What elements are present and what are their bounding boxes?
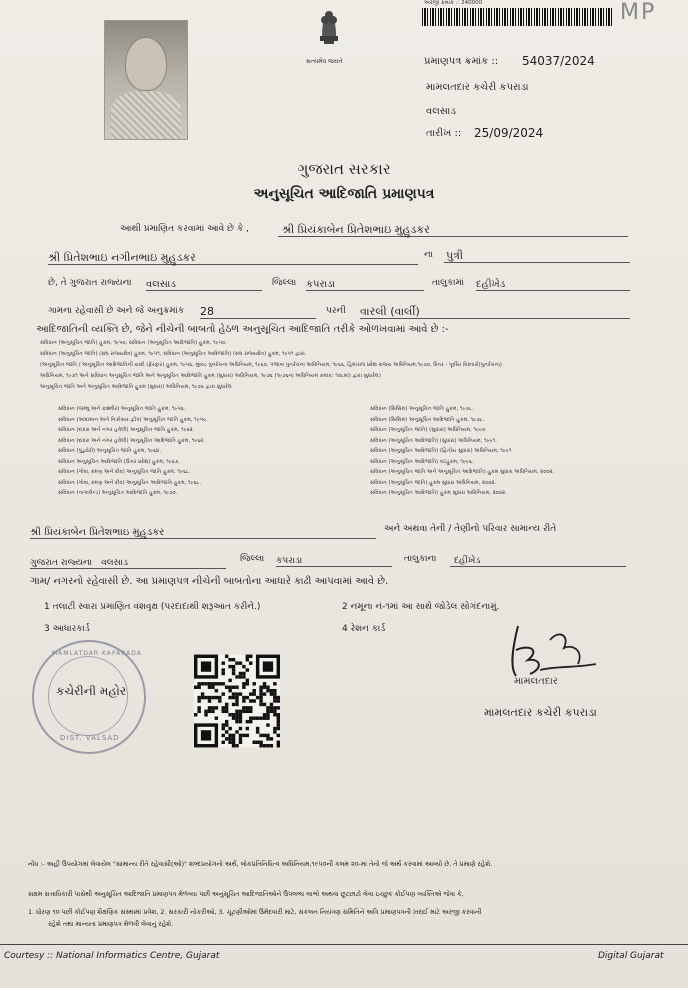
note-4: રહેશે તથા માન્યતા પ્રમાણપત્ર મેળવી લેવાનું રહેશે. <box>48 920 174 928</box>
village-text: ગામના રહેવાસી છે અને જે અનુક્રમાંક <box>48 306 185 316</box>
barcode-prefix: અરજી ક્રમાંક :: 240000 <box>424 0 483 6</box>
order-item: અધિનિયમ, ૧૯૭૧ અને સંવિધાન અનુસૂચિત જાતિ અને અનુસૂચિત આદિજાતિ હુકમ (સુધારા) અધિનિયમ, ૧૯૭૬ (૧૯૭૬ના અધિનિયમ ક્રમાંક: ૧૦૮માં) દ્વારા સુધારેલ) <box>40 373 381 379</box>
applicant-photo <box>104 20 188 140</box>
order-item: સંવિધાન (જમ્મુ અને કાશ્મીર) અનુસૂચિત જાતિ હુકમ, ૧૯૫૬. <box>58 406 186 412</box>
footer-bar <box>0 944 688 967</box>
order-item: સંવિધાન (નાગાલેન્ડ) અનુસૂચિત આદિજાતિ હુકમ, ૧૯૭૦. <box>58 490 178 496</box>
document-3: 3 આધારકાર્ડ <box>44 624 90 634</box>
government-title: ગુજરાત સરકાર <box>297 160 391 178</box>
residence-taluka-value: દહીખેડ <box>454 556 481 566</box>
certify-text: આથી પ્રમાણિત કરવામાં આવે છે કે , <box>120 224 249 234</box>
emblem-caption: સત્યમેવ જયતે <box>306 58 343 65</box>
tribe: વારલી (વાર્લી) <box>360 305 420 318</box>
certificate-title: અનુસૂચિત આદિજાતિ પ્રમાણપત્ર <box>253 186 435 202</box>
order-item: સંવિધાન (અનુસૂચિત જાતિ) હુકમ સુધારા અધિનિયમ, ૨૦૦૨. <box>370 479 497 486</box>
document-4: 4 રેશન કાર્ડ <box>342 624 386 634</box>
order-item: સંવિધાન (ગોવા, દમણ અને દીવ) અનુસૂચિત જાતિ હુકમ, ૧૯૬૮. <box>58 469 191 475</box>
order-item: સંવિધાન (અનુસૂચિત આદિજાતિ) (દ્વિતીય સુધારા) અધિનિયમ, ૧૯૯૧ <box>370 448 512 454</box>
certificate-no-label: પ્રમાણપત્ર ક્રમાંક :: <box>424 56 499 67</box>
state-district: વલસાડ <box>146 279 176 290</box>
residence-district-value: કપરાડા <box>276 556 303 566</box>
order-item: સંવિધાન (દાદરા અને નગર હવેલી) અનુસૂચિત જાતિ હુકમ, ૧૯૬૨. <box>58 427 195 433</box>
order-item: સંવિધાન (અનુસૂચિત જાતિ) હુકમ, ૧૯૫૦, સંવિધાન (અનુસૂચિત આદિજાતિ) હુકમ, ૧૯૫૦. <box>40 340 227 346</box>
taluka-value: દહીખેડ <box>476 279 506 290</box>
residence-state-text: ગુજરાત રાજ્યના <box>30 558 93 568</box>
order-item: સંવિધાન (દાદરા અને નગર હવેલી) અનુસૂચિત આદિજાતિ હુકમ, ૧૯૬૨. <box>58 437 205 444</box>
orders-left-list <box>58 406 358 501</box>
taluka-line <box>476 272 630 291</box>
order-item: સંવિધાન (અનુસૂચિત જાતિ અને અનુસૂચિત આદિજાતિ) હુકમ સુધારા અધિનિયમ, ૨૦૦૨. <box>370 469 555 475</box>
residence-name-line <box>30 520 376 539</box>
taluka-label: તાલુકામાં <box>432 278 465 288</box>
barcode <box>422 8 612 26</box>
residence-taluka-label: તાલુકાના <box>404 554 437 564</box>
footer-brand: Digital Gujarat <box>598 951 664 961</box>
district-value: કપરાડા <box>306 279 336 290</box>
issuing-office: મામલતદાર કચેરી કપરાડા <box>426 82 529 93</box>
corner-mark: MP <box>620 0 657 25</box>
order-item: સંવિધાન (અનુસૂચિત જાતિ) (સુધારા) અધિનિયમ, ૧૯૯૦. <box>370 427 487 433</box>
order-item: સંવિધાન (ગોવા, દમણ અને દીવ) અનુસૂચિત આદિજાતિ હુકમ, ૧૯૬૮. <box>58 479 202 486</box>
applicant-name-line <box>278 218 628 237</box>
note-3: 1. ધોરણ ૧૦ પછી કોઈપણ શૈક્ષણિક સંસ્થામાં પ્રવેશ, 2. સરકારી નોકરીઓ, 3. ચૂંટણીઓમાં ઉમેદવારી માટે, સંકલન નિયંત્રણ સમિતિને અત્રિ પ્રમાણપત્રની ખરાઈ માટે અરજી કરવાની <box>28 908 482 916</box>
seal-ring-bottom: DIST. VALSAD <box>60 734 120 742</box>
relation: પુત્રી <box>446 249 464 262</box>
photo-body <box>111 91 181 139</box>
document-2: 2 નમૂના નં-૧માં આ સાથે જોડેલ સોગંદનામું. <box>342 602 500 612</box>
residence-taluka-line <box>450 548 626 567</box>
serial-no: 28 <box>200 305 214 318</box>
order-item: અનુસૂચિત જાતિ અને અનુસૂચિત આદિજાતિ હુકમ (સુધારા) અધિનિયમ, ૧૯૭૬ દ્વારા સુધારેલ <box>40 384 232 390</box>
order-item: સંવિધાન (સિક્કિમ) અનુસૂચિત જાતિ હુકમ, ૧૯૭૮. <box>370 406 474 412</box>
relation-prefix: ના <box>424 250 433 260</box>
residence-district-label: જિલ્લા <box>240 554 265 564</box>
order-item: સંવિધાન (અનુસૂચિત આદિજાતિ) હુકમ સુધારા અધિનિયમ, ૨૦૦૨. <box>370 490 507 496</box>
residence-state-district: વલસાડ <box>101 558 128 568</box>
district-line <box>306 272 424 291</box>
tribe-line <box>360 300 630 319</box>
note-1: નોંધ :- અહીં ઉપયોગમાં લેવાયેલ "સામાન્ય રીતે રહેવાસી(ઓ)" શબ્દપ્રયોગનો અર્થ, લોકપ્રતિનિધિત્વ અધિનિયમ,૧૯૫૦ની કલમ ૨૦-માં તેનો જે અર્થ કરવામાં આવ્યો છે, તે પ્રમાણે રહેશે. <box>28 860 493 868</box>
order-item: સંવિધાન (પુંડુચેરી) અનુસૂચિત જાતિ હુકમ, ૧૯૬૪. <box>58 448 162 454</box>
father-name-line <box>48 246 418 265</box>
issue-date: 25/09/2024 <box>474 126 544 140</box>
order-item: સંવિધાન (અનુસૂચિત આદિજાતિ) વટહુકમ, ૧૯૯૬. <box>370 458 474 465</box>
order-item: સંવિધાન (અનુસૂચિત આદિજાતિ) (સુધારા) અધિનિયમ, ૧૯૯૧. <box>370 437 497 444</box>
date-label: તારીખ :: <box>426 128 462 139</box>
order-item: સંવિધાન (અનુસૂચિત જાતિ) (સંઘ રાજ્યક્ષેત્ર) હુકમ, ૧૯૫૧, સંવિધાન (અનુસૂચિત આદિજાતિ) (સંઘ રાજ્યક્ષેત્ર) હુકમ, ૧૯૫૧ દ્વારા. <box>40 351 307 357</box>
father-name: શ્રી પ્રિતેશભાઇ નગીનભાઇ મુહુડકર <box>48 251 196 264</box>
order-item: સંવિધાન અનુસૂચિત આદિજાતિ (ઉત્તર પ્રદેશ) હુકમ, ૧૯૬૭. <box>58 458 181 465</box>
residence-name: શ્રી પ્રિયંકાબેન પ્રિતેશભાઇ મુહુડકર <box>30 527 165 538</box>
signature-text: મામલતદાર <box>514 676 558 687</box>
document-1: 1 તલાટી સ્વારા પ્રમાણિત વંશવૃક્ષ (પરદાદાથી શરૂઆત કરીને.) <box>44 602 261 612</box>
certificate-no: 54037/2024 <box>522 54 595 68</box>
footer-courtesy: Courtesy :: National Informatics Centre, Gujarat <box>4 951 220 961</box>
residence-district-line <box>276 548 392 567</box>
national-emblem-icon <box>312 6 346 54</box>
basis-text: ગામ/ નગરનો રહેવાસી છે. આ પ્રમાણપત્ર નીચેની બાબતોના આધારે કાઢી આપવામાં આવે છે. <box>30 576 389 587</box>
orders-right-list <box>370 406 670 501</box>
photo-face <box>125 37 167 91</box>
district-label: જિલ્લા <box>272 278 297 288</box>
note-2: સક્ષમ સત્તાધિકારી પાસેથી અનુસૂચિત આદિજાતિ પ્રમાણપત્ર મેળવ્યા પછી અનુસૂચિત આદિજાતિઓને ઉપલબ્ધ લાભો અથવા છૂટછાટો લેવા ઇચ્છુક કોઈપણ વ્યક્તિએ જેવા કે, <box>28 890 464 898</box>
issuing-district: વલસાડ <box>426 106 456 117</box>
orders-top-list <box>40 340 660 395</box>
order-item: સંવિધાન (સિક્કિમ) અનુસૂચિત આદિજાતિ હુકમ, ૧૯૭૮. <box>370 416 485 423</box>
signatory-title: મામલતદાર કચેરી કપરાડા <box>484 706 597 719</box>
state-district-line <box>146 272 262 291</box>
applicant-name: શ્રી પ્રિયંકાબેન પ્રિતેશભાઇ મુહુડકર <box>282 223 430 236</box>
order-item: સંવિધાન (આંદામાન અને નિકોબાર દ્વીપ) અનુસૂચિત જાતિ હુકમ, ૧૯૫૯. <box>58 416 208 423</box>
recognition-text: આદિજાતિની વ્યક્તિ છે, જેને નીચેની બાબતો હેઠળ અનુસૂચિત આદિજાતિ તરીકે ઓળખવામાં આવે છે :- <box>36 324 449 335</box>
qr-code <box>194 654 280 748</box>
relation-line <box>444 244 630 263</box>
order-item: (અનુસૂચિત જાતિ / અનુસૂચિત આદિજાતિની યાદી (ફેરફાર) હુકમ, ૧૯૫૬, મુંબઇ પુનર્રચના અધિનિયમ, ૧૯૬૦, પંજાબ પુનર્રચના અધિનિયમ, ૧૯૬૬, હિમાચલ પ્રદેશ રાજ્ય અધિનિયમ,૧૯૭૦, ઉત્તર - પૂર્વીય વિસ્તારો(પુનર્રચના) <box>40 362 502 368</box>
state-text: છે, તે ગુજરાત રાજ્યના <box>48 278 132 288</box>
tribe-label: પરની <box>326 306 346 316</box>
residence-state-line <box>30 550 226 569</box>
family-text: અને અથવા તેની / તેણીનો પરિવાર સામાન્ય રીતે <box>384 524 557 534</box>
seal-ring-top: MAMLATDAR KAPARADA <box>52 650 142 657</box>
seal-label: કચેરીની મહોર <box>56 684 127 698</box>
serial-line <box>200 300 316 319</box>
